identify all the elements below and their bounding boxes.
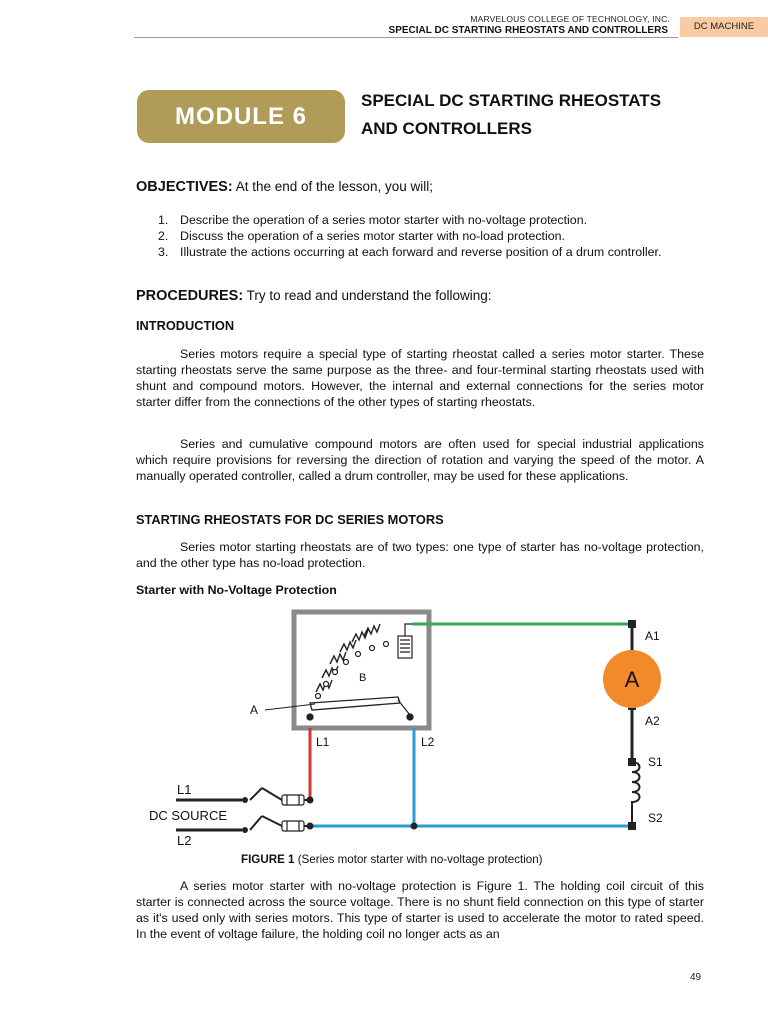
starter-subheading: Starter with No-Voltage Protection: [136, 583, 337, 597]
objective-number: 2.: [158, 229, 169, 243]
introduction-heading: INTRODUCTION: [136, 318, 235, 333]
procedures-intro: Try to read and understand the following:: [243, 288, 492, 303]
page-number: 49: [690, 972, 702, 983]
module-badge: MODULE 6: [137, 90, 345, 143]
starter-frame: [294, 612, 429, 728]
objective-text: Describe the operation of a series motor starter with no-voltage protection.: [180, 213, 588, 227]
fuses: [282, 795, 304, 831]
label-l2-top: L2: [421, 735, 435, 749]
series-section-paragraph: Series motor starting rheostats are of two types: one type of starter has no-voltage protection, and the other type has no-load protection.: [136, 540, 704, 570]
header-tab-dc-machine: DC MACHINE: [680, 17, 768, 37]
starter-arm: [307, 697, 413, 720]
label-l2-source: L2: [177, 833, 192, 848]
module-title-line1: SPECIAL DC STARTING RHEOSTATS: [361, 91, 662, 110]
objective-text: Discuss the operation of a series motor starter with no-load protection.: [180, 229, 565, 243]
label-b: B: [359, 672, 367, 684]
header-college-name: MARVELOUS COLLEGE OF TECHNOLOGY, INC.: [470, 14, 670, 24]
figure-caption-text: (Series motor starter with no-voltage protection): [294, 853, 543, 866]
introduction-paragraph-1: Series motors require a special type of starting rheostat called a series motor starter. These starting rheostats serve the same purpose as the three- and four-terminal starting rheostats used with shunt and compound motors. However, the internal and external connections for the series motor starter differ from the connections of the other types of starting rheostats.: [136, 347, 704, 409]
series-field-coil: [632, 762, 640, 826]
figure-1-caption: [241, 853, 543, 866]
label-a1: A1: [645, 629, 660, 643]
module-title-line2: AND CONTROLLERS: [361, 119, 532, 138]
header-subject: SPECIAL DC STARTING RHEOSTATS AND CONTROLLERS: [388, 25, 668, 36]
label-arm-a: A: [250, 703, 259, 717]
holding-coil: [398, 624, 412, 658]
introduction-paragraph-2: Series and cumulative compound motors are often used for special industrial applications which require provisions for reversing the direction of rotation and varying the speed of the motor. A manually operated controller, called a drum controller, may be used for these applications.: [136, 437, 704, 483]
objective-number: 3.: [158, 245, 169, 259]
objective-text: Illustrate the actions occurring at each forward and reverse position of a drum controller.: [180, 245, 662, 259]
objective-number: 1.: [158, 213, 169, 227]
label-l1-source: L1: [177, 782, 192, 797]
objectives-intro: At the end of the lesson, you will;: [232, 179, 434, 194]
arm-link: [398, 700, 410, 715]
label-s1: S1: [648, 755, 663, 769]
label-dc-source: DC SOURCE: [149, 808, 228, 823]
label-motor-a: A: [624, 667, 640, 692]
arm-pointer-line: [265, 704, 315, 710]
switch-terminals: [242, 797, 248, 833]
switch-blades: [250, 788, 282, 830]
procedures-label: PROCEDURES:: [136, 288, 244, 304]
label-l1-top: L1: [316, 735, 330, 749]
wire-nodes: [307, 620, 637, 830]
closing-paragraph: A series motor starter with no-voltage protection is Figure 1. The holding coil circuit of this starter is connected across the source voltage. There is no shunt field connection on this type of starter as it's used only with series motors. This type of starter is used to accelerate the motor to rated speed. In the event of voltage failure, the holding coil no longer acts as an: [136, 879, 704, 941]
series-section-heading: STARTING RHEOSTATS FOR DC SERIES MOTORS: [136, 512, 444, 527]
figure-caption-label: FIGURE 1: [241, 853, 295, 866]
label-s2: S2: [648, 811, 663, 825]
fuse-leads: [304, 800, 310, 826]
label-a2: A2: [645, 714, 660, 728]
objectives-label: OBJECTIVES:: [136, 179, 233, 195]
